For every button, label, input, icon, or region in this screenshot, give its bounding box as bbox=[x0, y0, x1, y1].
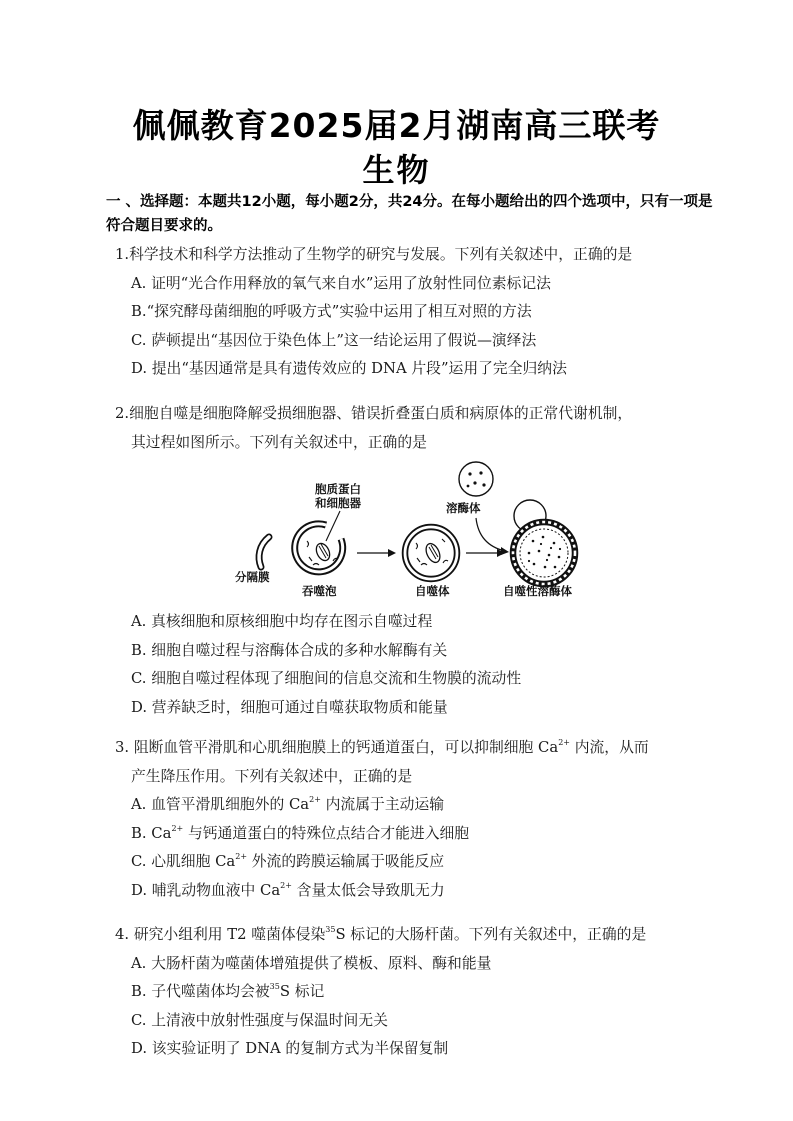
question-2-options bbox=[115, 608, 715, 722]
label-lysosome: 溶酶体 bbox=[446, 501, 481, 515]
label-autophagosome: 自噬体 bbox=[415, 584, 450, 598]
label-isolation-membrane: 分隔膜 bbox=[235, 570, 270, 584]
question-2-option-a: A. 真核细胞和原核细胞中均存在图示自噬过程 bbox=[131, 613, 433, 630]
label-autolysosome: 自噬性溶酶体 bbox=[503, 584, 572, 598]
question-4-option-a: A. 大肠杆菌为噬菌体增殖提供了模板、原料、酶和能量 bbox=[131, 954, 492, 972]
question-2-option-b: B. 细胞自噬过程与溶酶体合成的多种水解酶有关 bbox=[131, 641, 448, 659]
question-3-stem-line1: 3. 阻断血管平滑肌和心肌细胞膜上的钙通道蛋白，可以抑制细胞 $Ca^{2+}$ 内流，从而 bbox=[115, 738, 649, 756]
lysosome-shape bbox=[459, 462, 493, 496]
question-3-option-a: A. 血管平滑肌细胞外的 $Ca^{2+}$ 内流属于主动运输 bbox=[131, 795, 445, 813]
question-1-option-c: C. 萨顿提出“基因位于染色体上”这一结论运用了假说—演绎法 bbox=[131, 331, 537, 349]
question-1 bbox=[115, 241, 715, 384]
question-3 bbox=[115, 734, 715, 905]
question-1-option-b: B.“探究酵母菌细胞的呼吸方式”实验中运用了相互对照的方法 bbox=[131, 303, 532, 320]
arrow-icon bbox=[388, 549, 396, 557]
label-cytoplasmic-proteins-line2: 和细胞器 bbox=[315, 496, 361, 510]
question-2-option-d: D. 营养缺乏时，细胞可通过自噬获取物质和能量 bbox=[131, 698, 448, 716]
page-title: 佩佩教育2025届2月湖南高三联考 bbox=[132, 106, 661, 145]
question-3-option-d: D. 哺乳动物血液中 $Ca^{2+}$ 含量太低会导致肌无力 bbox=[131, 880, 445, 899]
arrow-icon bbox=[501, 547, 509, 555]
question-1-option-a: A. 证明“光合作用释放的氧气来自水”运用了放射性同位素标记法 bbox=[131, 274, 551, 292]
section-instructions: 一 、选择题：本题共12小题，每小题2分，共24分。在每小题给出的四个选项中，只有一项是符合题目要求的。 bbox=[106, 194, 713, 234]
question-4-option-d: D. 该实验证明了 DNA 的复制方式为半保留复制 bbox=[131, 1040, 449, 1057]
question-3-option-c: C. 心肌细胞 $Ca^{2+}$ 外流的跨膜运输属于吸能反应 bbox=[131, 852, 445, 870]
question-3-option-b: B. $Ca^{2+}$ 与钙通道蛋白的特殊位点结合才能进入细胞 bbox=[131, 823, 470, 842]
question-1-stem: 1.科学技术和科学方法推动了生物学的研究与发展。下列有关叙述中，正确的是 bbox=[115, 246, 633, 263]
question-4 bbox=[115, 921, 715, 1064]
question-2 bbox=[115, 400, 715, 457]
question-2-stem-line1: 2.细胞自噬是细胞降解受损细胞器、错误折叠蛋白质和病原体的正常代谢机制， bbox=[115, 405, 633, 422]
question-2-option-c: C. 细胞自噬过程体现了细胞间的信息交流和生物膜的流动性 bbox=[131, 670, 522, 687]
question-4-option-c: C. 上清液中放射性强度与保温时间无关 bbox=[131, 1011, 388, 1029]
question-3-stem-line2: 产生降压作用。下列有关叙述中，正确的是 bbox=[131, 767, 413, 785]
subject-title: 生物 bbox=[362, 151, 431, 189]
question-4-stem: 4. 研究小组利用 T2 噬菌体侵染$^{35}$S 标记的大肠杆菌。下列有关叙述中，正确的是 bbox=[115, 925, 647, 943]
autophagy-diagram bbox=[233, 461, 593, 606]
label-phagophore: 吞噬泡 bbox=[302, 584, 337, 598]
question-2-stem-line2: 其过程如图所示。下列有关叙述中，正确的是 bbox=[131, 433, 427, 451]
question-4-option-b: B. 子代噬菌体均会被$^{35}$S 标记 bbox=[131, 982, 325, 1000]
question-1-option-d: D. 提出“基因通常是具有遗传效应的 DNA 片段”运用了完全归纳法 bbox=[131, 360, 567, 377]
label-cytoplasmic-proteins-line1: 胞质蛋白 bbox=[315, 482, 361, 496]
